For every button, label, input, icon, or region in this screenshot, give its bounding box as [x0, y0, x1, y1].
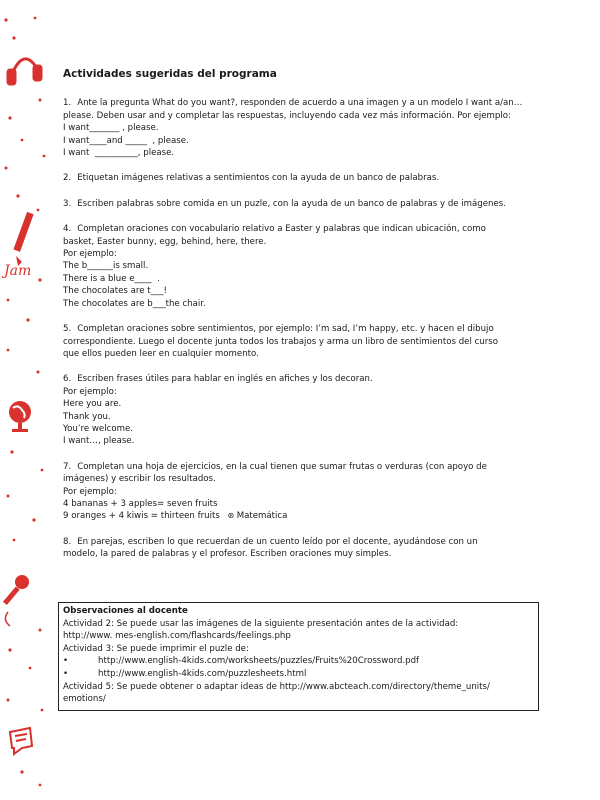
activity-text: I want __________, please. — [63, 148, 175, 159]
activity-text: You’re welcome. — [63, 423, 133, 434]
bullet-item — [63, 668, 533, 681]
headphones-icon — [8, 59, 41, 84]
activity-text: Por ejemplo: — [63, 249, 117, 260]
activity-line — [63, 498, 533, 510]
activity-text: I want_______ , please. — [63, 123, 159, 134]
handwriting-jam: Jam — [4, 263, 32, 279]
activity-number: 5. — [63, 324, 72, 335]
activity-line — [63, 285, 533, 297]
activity-item — [63, 536, 533, 561]
teacher-note-line: Actividad 3: Se puede imprimir el puzle de: — [63, 643, 249, 654]
microphone-icon — [3, 575, 29, 626]
activity-line — [63, 122, 533, 134]
activity-list — [63, 97, 533, 560]
activity-first-line — [63, 536, 533, 548]
activity-item — [63, 461, 533, 523]
math-link-icon: ⊛ — [219, 511, 237, 521]
bullet-dot-icon: • — [63, 656, 69, 667]
teacher-notes-box — [58, 602, 539, 711]
page-title: Actividades sugeridas del programa — [63, 68, 277, 80]
activity-text: 4 bananas + 3 apples= seven fruits — [63, 498, 218, 509]
activity-text: Ante la pregunta What do you want?, responden de acuerdo a una imagen y a un modelo I want a/an… — [77, 98, 523, 109]
activity-item — [63, 97, 533, 159]
activity-line — [63, 236, 533, 248]
activity-text: I want____and _____ , please. — [63, 135, 189, 146]
activity-number: 1. — [63, 98, 72, 109]
activity-text: Escriben palabras sobre comida en un puzle, con la ayuda de un banco de palabras y de imágenes. — [77, 198, 506, 209]
activity-line — [63, 386, 533, 398]
activity-line — [63, 147, 533, 159]
activity-line — [63, 411, 533, 423]
globe-icon — [9, 401, 31, 432]
activity-text: The chocolates are b___the chair. — [63, 298, 206, 309]
activity-text: There is a blue e____ . — [63, 273, 160, 284]
activity-text: Completan oraciones sobre sentimientos, por ejemplo: I’m sad, I’m happy, etc. y hacen el dibujo — [77, 324, 494, 335]
pencil-icon — [13, 212, 33, 266]
bullet-link[interactable]: http://www.english-4kids.com/puzzlesheets.html — [98, 668, 307, 679]
activity-item — [63, 223, 533, 310]
activity-line — [63, 135, 533, 147]
activity-item — [63, 373, 533, 447]
activity-line — [63, 260, 533, 272]
activity-line — [63, 248, 533, 260]
teacher-note-line: Actividad 2: Se puede usar las imágenes de la siguiente presentación antes de la actividad: — [63, 618, 459, 629]
activity-text: The chocolates are t___! — [63, 286, 167, 297]
activity-first-line — [63, 97, 533, 109]
activity-number: 7. — [63, 461, 72, 472]
activity-first-line — [63, 373, 533, 385]
activity-first-line — [63, 198, 533, 210]
activity-text: The b______is small. — [63, 261, 149, 272]
activity-first-line — [63, 461, 533, 473]
activity-item — [63, 172, 533, 184]
activity-line — [63, 273, 533, 285]
bullet-item — [63, 655, 533, 668]
activity-line — [63, 110, 533, 122]
activity-line — [63, 398, 533, 410]
bullet-dot-icon: • — [63, 668, 69, 679]
activity-line — [63, 423, 533, 435]
activity-text: correspondiente. Luego el docente junta todos los trabajos y arma un libro de sentimientos del curso — [63, 336, 499, 347]
activity-line — [63, 336, 533, 348]
activity-text: Por ejemplo: — [63, 386, 117, 397]
activity-number: 6. — [63, 374, 72, 385]
activity-line — [63, 435, 533, 447]
activity-line — [63, 348, 533, 360]
activity-first-line — [63, 172, 533, 184]
subject-note: Matemática — [236, 511, 288, 522]
activity-text: Here you are. — [63, 399, 122, 410]
activity-number: 8. — [63, 536, 72, 547]
activity-item — [63, 323, 533, 360]
bullet-link[interactable]: http://www.english-4kids.com/worksheets/puzzles/Fruits%20Crossword.pdf — [98, 656, 420, 667]
teacher-note-link[interactable]: http://www. mes-english.com/flashcards/feelings.php — [63, 631, 291, 642]
activity-line — [63, 510, 533, 522]
activity-text: Etiquetan imágenes relativas a sentimientos con la ayuda de un banco de palabras. — [77, 173, 440, 184]
activity-line — [63, 548, 533, 560]
activity-text: I want…, please. — [63, 436, 135, 447]
activity-first-line — [63, 223, 533, 235]
activity-line — [63, 486, 533, 498]
activity-text: please. Deben usar and y completar las respuestas, incluyendo cada vez más información. Por ejemplo: — [63, 110, 511, 121]
speech-bubble-icon — [10, 728, 32, 754]
activity-number: 4. — [63, 224, 72, 235]
activity-text: En parejas, escriben lo que recuerdan de un cuento leído por el docente, ayudándose con un — [77, 536, 478, 547]
teacher-note-line: Actividad 5: Se puede obtener o adaptar ideas de http://www.abcteach.com/directory/theme_units/ — [63, 681, 490, 692]
activity-text: que ellos pueden leer en cualquier momento. — [63, 348, 259, 359]
main-content — [63, 62, 533, 574]
activity-text: imágenes) y escribir los resultados. — [63, 474, 216, 485]
activity-text: Completan una hoja de ejercicios, en la cual tienen que sumar frutas o verduras (con apoyo de — [77, 461, 487, 472]
activity-text: basket, Easter bunny, egg, behind, here, there. — [63, 236, 267, 247]
activity-text: Por ejemplo: — [63, 486, 117, 497]
teacher-note-line: emotions/ — [63, 694, 106, 705]
activity-item — [63, 198, 533, 210]
activity-line — [63, 473, 533, 485]
teacher-notes-title: Observaciones al docente — [63, 606, 188, 616]
activity-text: modelo, la pared de palabras y el profesor. Escriben oraciones muy simples. — [63, 549, 392, 560]
activity-line — [63, 298, 533, 310]
activity-text: 9 oranges + 4 kiwis = thirteen fruits — [63, 511, 220, 522]
activity-number: 3. — [63, 198, 72, 209]
activity-text: Completan oraciones con vocabulario relativo a Easter y palabras que indican ubicación, como — [77, 224, 486, 235]
margin-decoration — [0, 0, 60, 800]
activity-number: 2. — [63, 173, 72, 184]
activity-first-line — [63, 323, 533, 335]
activity-text: Escriben frases útiles para hablar en inglés en afiches y los decoran. — [77, 374, 373, 385]
activity-text: Thank you. — [63, 411, 111, 422]
